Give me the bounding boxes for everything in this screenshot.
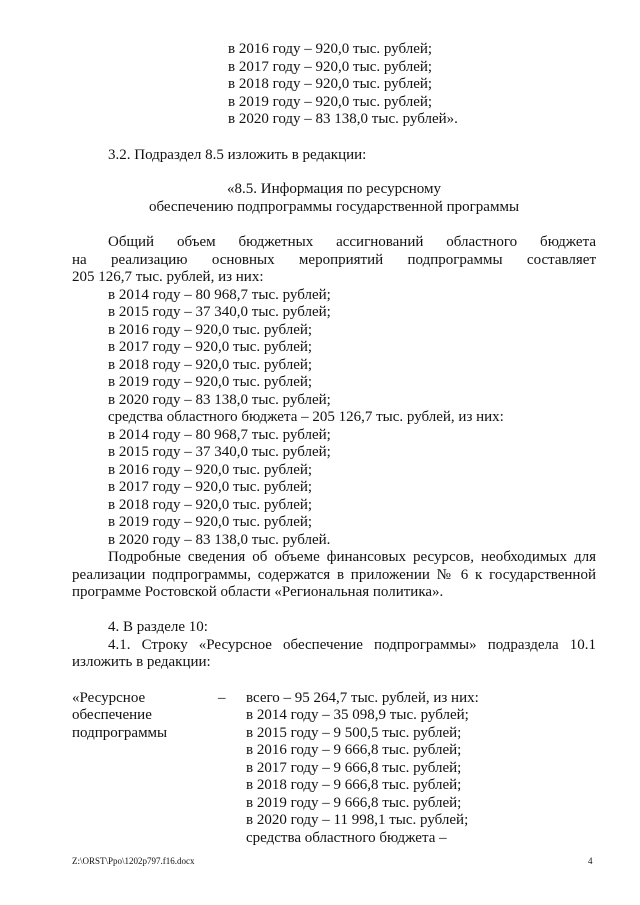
total-list-line: средства областного бюджета – 205 126,7 тыс. рублей, из них: bbox=[108, 409, 504, 425]
top-list-line: в 2020 году – 83 138,0 тыс. рублей». bbox=[228, 111, 458, 127]
total-list-line: в 2018 году – 920,0 тыс. рублей; bbox=[108, 357, 313, 373]
total-list-line: в 2016 году – 920,0 тыс. рублей; bbox=[108, 462, 313, 478]
total-list-line: в 2015 году – 37 340,0 тыс. рублей; bbox=[108, 444, 331, 460]
para-total-line: 205 126,7 тыс. рублей, из них: bbox=[72, 269, 264, 285]
total-list-line: в 2017 году – 920,0 тыс. рублей; bbox=[108, 479, 313, 495]
para-details-line: реализации подпрограммы, содержатся в приложении № 6 к государственной bbox=[72, 567, 596, 583]
resource-list-line: всего – 95 264,7 тыс. рублей, из них: bbox=[246, 690, 479, 706]
page-number: 4 bbox=[588, 856, 593, 866]
total-list-line: в 2017 году – 920,0 тыс. рублей; bbox=[108, 339, 313, 355]
section-title-line: «8.5. Информация по ресурсному bbox=[226, 181, 441, 197]
total-list-line: в 2019 году – 920,0 тыс. рублей; bbox=[108, 514, 313, 530]
resource-list-line: в 2016 году – 9 666,8 тыс. рублей; bbox=[246, 742, 462, 758]
top-list-line: в 2016 году – 920,0 тыс. рублей; bbox=[228, 41, 433, 57]
total-list-line: в 2020 году – 83 138,0 тыс. рублей; bbox=[108, 392, 331, 408]
resource-list-line: в 2015 году – 9 500,5 тыс. рублей; bbox=[246, 725, 462, 741]
para-4-1-line: 4.1. Строку «Ресурсное обеспечение подпрограммы» подраздела 10.1 bbox=[108, 637, 596, 653]
item-4: 4. В разделе 10: bbox=[108, 619, 208, 635]
resource-list-line: в 2014 году – 35 098,9 тыс. рублей; bbox=[246, 707, 469, 723]
resource-list-line: в 2017 году – 9 666,8 тыс. рублей; bbox=[246, 760, 462, 776]
total-list-line: в 2016 году – 920,0 тыс. рублей; bbox=[108, 322, 313, 338]
footer-file-path: Z:\ORST\Ppo\1202p797.f16.docx bbox=[72, 856, 195, 866]
para-total-line: на реализацию основных мероприятий подпрограммы составляет bbox=[72, 252, 596, 268]
resource-label-line: «Ресурсное bbox=[72, 690, 146, 706]
para-details-line: программе Ростовской области «Региональная политика». bbox=[72, 584, 444, 600]
resource-dash: – bbox=[218, 690, 226, 706]
total-list-line: в 2019 году – 920,0 тыс. рублей; bbox=[108, 374, 313, 390]
top-list-line: в 2017 году – 920,0 тыс. рублей; bbox=[228, 59, 433, 75]
item-3-2: 3.2. Подраздел 8.5 изложить в редакции: bbox=[108, 147, 367, 163]
resource-label-line: обеспечение bbox=[72, 707, 152, 723]
top-list-line: в 2019 году – 920,0 тыс. рублей; bbox=[228, 94, 433, 110]
resource-list-line: в 2019 году – 9 666,8 тыс. рублей; bbox=[246, 795, 462, 811]
total-list-line: в 2020 году – 83 138,0 тыс. рублей. bbox=[108, 532, 331, 548]
total-list-line: в 2014 году – 80 968,7 тыс. рублей; bbox=[108, 287, 331, 303]
resource-list-line: средства областного бюджета – bbox=[246, 830, 447, 846]
top-list-line: в 2018 году – 920,0 тыс. рублей; bbox=[228, 76, 433, 92]
para-details-line: Подробные сведения об объеме финансовых ресурсов, необходимых для bbox=[108, 549, 596, 565]
total-list-line: в 2014 году – 80 968,7 тыс. рублей; bbox=[108, 427, 331, 443]
total-list-line: в 2015 году – 37 340,0 тыс. рублей; bbox=[108, 304, 331, 320]
resource-list-line: в 2020 году – 11 998,1 тыс. рублей; bbox=[246, 812, 469, 828]
para-total-line: Общий объем бюджетных ассигнований областного бюджета bbox=[108, 234, 596, 250]
para-4-1-line: изложить в редакции: bbox=[72, 654, 211, 670]
total-list-line: в 2018 году – 920,0 тыс. рублей; bbox=[108, 497, 313, 513]
resource-list-line: в 2018 году – 9 666,8 тыс. рублей; bbox=[246, 777, 462, 793]
section-title-line: обеспечению подпрограммы государственной программы bbox=[148, 199, 520, 215]
resource-label-line: подпрограммы bbox=[72, 725, 168, 741]
